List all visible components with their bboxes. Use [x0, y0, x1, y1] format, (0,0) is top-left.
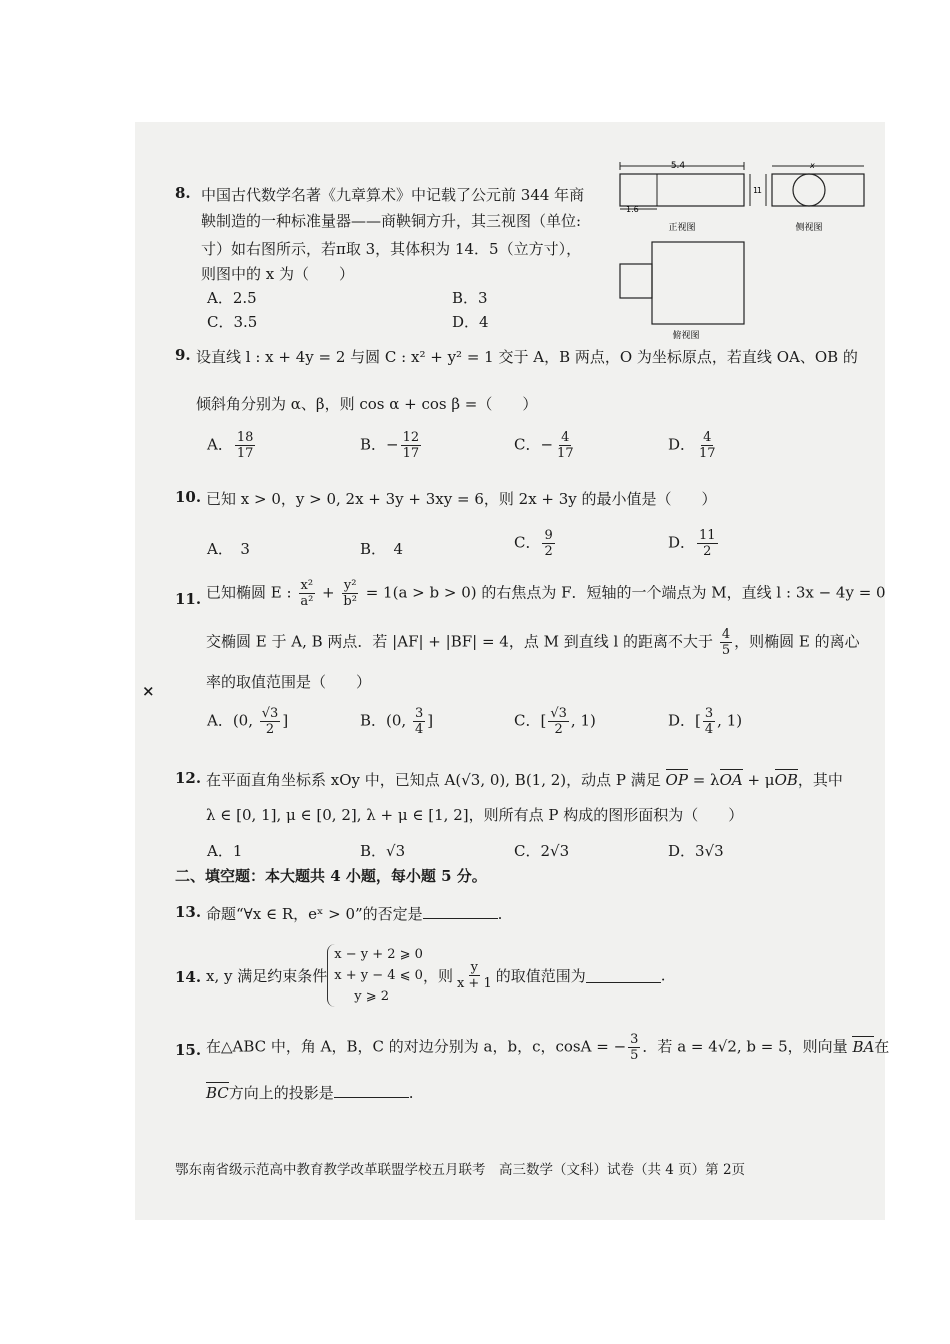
q11-option-a: A．(0, $\frac{√3}{2}$ ] — [207, 706, 289, 737]
q12-number: 12. — [175, 769, 202, 787]
q12-option-b: B．√3 — [360, 842, 406, 860]
q13-answer-blank — [423, 904, 498, 919]
q11-option-b: B．(0, $\frac{3}{4}$ ] — [360, 706, 434, 737]
dim-1-side-label: 1 — [756, 186, 762, 195]
q13-number: 13. — [175, 903, 202, 921]
dim-1-6-label: 1.6 — [626, 205, 639, 214]
q12-option-a: A．1 — [207, 842, 243, 860]
q8-line-4: 则图中的 x 为（ ） — [201, 265, 354, 283]
q10-option-d: D． $\frac{11}{2}$ — [668, 528, 716, 559]
q10-option-b: B． 4 — [360, 540, 404, 558]
q9-line-2: 倾斜角分别为 α、β，则 cos α + cos β =（ ） — [196, 395, 538, 413]
q9-option-d: D． $\frac{4}{17}$ — [668, 430, 716, 461]
front-view — [620, 161, 758, 233]
three-view-figure — [612, 160, 874, 346]
q10-option-c: C． $\frac{9}{2}$ — [514, 528, 553, 559]
q8-line-1: 中国古代数学名著《九章算术》中记载了公元前 344 年商 — [201, 186, 585, 204]
q15-line-2: BC方向上的投影是 . — [206, 1084, 414, 1102]
q8-option-a: A．2.5 — [207, 289, 257, 307]
section-2-heading: 二、填空题：本大题共 4 小题，每小题 5 分。 — [175, 867, 487, 885]
q12-option-c: C．2√3 — [514, 842, 570, 860]
q11-line-2: 交椭圆 E 于 A, B 两点．若 |AF| + |BF| = 4，点 M 到直线 l 的距离不大于 $\frac{4}{5}$ ，则椭圆 E 的离心 — [206, 627, 860, 658]
q11-option-c: C．[ $\frac{√3}{2}$ , 1) — [514, 706, 596, 737]
q11-line-1: 已知椭圆 E : $\frac{\text{x²}}{\text{a²}}$ + $\frac{\text{y²}}{\text{b²}}$ = 1(a > b > 0) 的右焦点为 F．短轴的一个端点为 M，直线 l : 3x − 4y = 0 — [206, 578, 886, 609]
front-view-label: 正视图 — [668, 223, 696, 233]
x-mark: × — [142, 682, 155, 700]
q14-text: x, y 满足约束条件 x − y + 2 ⩾ 0 x + y − 4 ⩽ 0 y ⩾ 2 ，则 $\frac{y}{x + 1}$ 的取值范围为 . — [206, 944, 666, 1007]
q11-line-3: 率的取值范围是（ ） — [206, 673, 372, 691]
q12-line-2: λ ∈ [0, 1], μ ∈ [0, 2], λ + μ ∈ [1, 2]，则所有点 P 构成的图形面积为（ ） — [206, 806, 744, 824]
q15-answer-blank — [334, 1083, 409, 1098]
q9-number: 9. — [175, 346, 191, 364]
q10-number: 10. — [175, 488, 202, 506]
constraint-system: x − y + 2 ⩾ 0 x + y − 4 ⩽ 0 y ⩾ 2 — [327, 944, 423, 1007]
q15-number: 15. — [175, 1041, 202, 1059]
page-footer: 鄂东南省级示范高中教育教学改革联盟学校五月联考 高三数学（文科）试卷（共 4 页）第 2页 — [175, 1162, 746, 1178]
q8-option-b: B．3 — [452, 289, 488, 307]
top-view-label: 俯视图 — [672, 331, 700, 341]
top-view — [620, 242, 744, 341]
q8-line-2: 鞅制造的一种标准量器——商鞅铜方升，其三视图（单位: — [201, 212, 582, 230]
q8-option-c: C．3.5 — [207, 313, 258, 331]
q12-option-d: D．3√3 — [668, 842, 724, 860]
dim-5-4-label: 5.4 — [670, 161, 686, 171]
q11-number: 11. — [175, 590, 202, 608]
q8-number: 8. — [175, 184, 191, 202]
q10-option-a: A． 3 — [207, 540, 250, 558]
dim-x-label: x — [810, 161, 815, 170]
q14-number: 14. — [175, 968, 202, 986]
q13-text: 命题“∀x ∈ R，eˣ > 0”的否定是 . — [206, 905, 503, 923]
q9-line-1: 设直线 l : x + 4y = 2 与圆 C : x² + y² = 1 交于 A，B 两点，O 为坐标原点，若直线 OA、OB 的 — [196, 348, 858, 366]
q14-answer-blank — [586, 968, 661, 983]
q9-option-a: A． $\frac{18}{17}$ — [207, 430, 254, 461]
q10-text: 已知 x > 0，y > 0, 2x + 3y + 3xy = 6，则 2x + 3y 的最小值是（ ） — [206, 490, 717, 508]
q11-option-d: D．[ $\frac{3}{4}$ , 1) — [668, 706, 743, 737]
dim-1-front-label: 1 — [753, 186, 759, 195]
q12-line-1: 在平面直角坐标系 xOy 中，已知点 A(√3, 0), B(1, 2)，动点 P 满足 OP = λOA + μOB，其中 — [206, 771, 843, 789]
q9-option-b: B．− $\frac{12}{17}$ — [360, 430, 420, 461]
side-view-label: 侧视图 — [795, 223, 823, 233]
q9-option-c: C．− $\frac{4}{17}$ — [514, 430, 574, 461]
q8-line-3: 寸）如右图所示，若π取 3，其体积为 14．5（立方寸）， — [201, 240, 582, 258]
q8-option-d: D．4 — [452, 313, 489, 331]
q15-line-1: 在△ABC 中，角 A，B，C 的对边分别为 a，b，c，cosA = − $\frac{3}{5}$ ．若 a = 4√2, b = 5，则向量 BA在 — [206, 1032, 890, 1063]
side-view — [757, 161, 864, 233]
